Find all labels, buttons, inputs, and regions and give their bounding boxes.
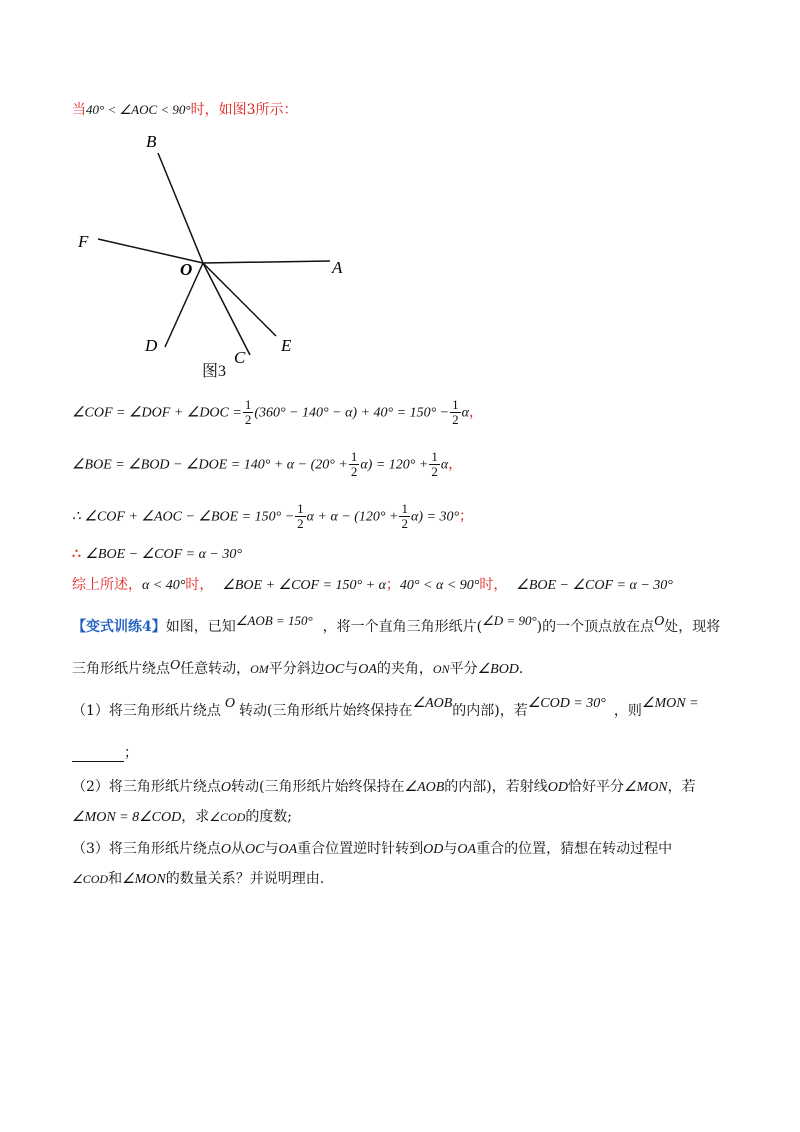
variant-tag: 【变式训练4】 (72, 619, 166, 635)
intro-prefix: 当 (72, 102, 86, 118)
variant-line-1: 【变式训练4】如图，已知∠AOB = 150° ，将一个直角三角形纸片(∠D = 90°)的一个顶点放在点O处，现将 (72, 613, 721, 635)
intro-condition: 40° < ∠AOC < 90° (86, 102, 191, 117)
equation-result: ∴ ∠BOE − ∠COF = α − 30° (72, 546, 242, 562)
equation-sum: ∴ ∠COF + ∠AOC − ∠BOE = 150° − $\frac{1}{2}$ α + α − (120° + $\frac{1}{2}$ α) = 30°； (72, 501, 474, 531)
equation-boe: ∠BOE = ∠BOD − ∠DOE = 140° + α − (20° + $\frac{1}{2}$ α) = 120° + $\frac{1}{2}$ α， (72, 449, 463, 479)
answer-blank-line: ； (72, 742, 138, 762)
fraction-half: $\frac{1}{2}$ (244, 397, 252, 427)
figure-3-diagram (70, 125, 370, 385)
question-2-line-1: （2）将三角形纸片绕点O转动(三角形纸片始终保持在∠AOB的内部)，若射线OD恰好平分∠MON，若 (72, 779, 696, 795)
label-o: O (180, 260, 193, 279)
fraction-half: $\frac{1}{2}$ (452, 397, 459, 427)
ray-oc (203, 263, 250, 355)
ray-oa (203, 261, 330, 263)
equation-cof: ∠COF = ∠DOF + ∠DOC = $\frac{1}{2}$ (360° − 140° − α) + 40° = 150° − $\frac{1}{2}$ α， (72, 397, 483, 427)
label-a: A (332, 258, 343, 277)
fraction-half: $\frac{1}{2}$ (401, 501, 408, 531)
figure-caption: 图3 (202, 363, 227, 380)
fraction-half: $\frac{1}{2}$ (350, 449, 358, 479)
intro-line (72, 99, 298, 119)
question-2-line-2: ∠MON = 8∠COD，求∠COD的度数; (72, 809, 293, 825)
label-f: F (78, 232, 89, 251)
question-1: （1）将三角形纸片绕点 O 转动(三角形纸片始终保持在∠AOB的内部)，若∠COD = 30° ，则∠MON = (72, 696, 699, 719)
summary-line: 综上所述，α < 40°时， ∠BOE + ∠COF = 150° + α；40° < α < 90°时， ∠BOE − ∠COF = α − 30° (72, 577, 673, 593)
intro-suffix: 时，如图3所示： (190, 102, 298, 118)
variant-line-2: 三角形纸片绕点O任意转动，OM平分斜边OC与OA的夹角，ON平分∠BOD. (72, 658, 524, 677)
question-3-line-2: ∠COD和∠MON的数量关系？并说明理由. (72, 871, 325, 887)
question-3-line-1: （3）将三角形纸片绕点O从OC与OA重合位置逆时针转到OD与OA重合的位置，猜想在转动过程中 (72, 841, 673, 857)
ray-ob (158, 153, 203, 263)
answer-blank[interactable] (72, 747, 124, 762)
fraction-half: $\frac{1}{2}$ (297, 501, 304, 531)
fraction-half: $\frac{1}{2}$ (431, 449, 438, 479)
ray-oe (203, 263, 276, 336)
label-b: B (146, 132, 157, 151)
label-d: D (145, 336, 158, 355)
label-c: C (234, 348, 246, 367)
label-e: E (281, 336, 292, 355)
